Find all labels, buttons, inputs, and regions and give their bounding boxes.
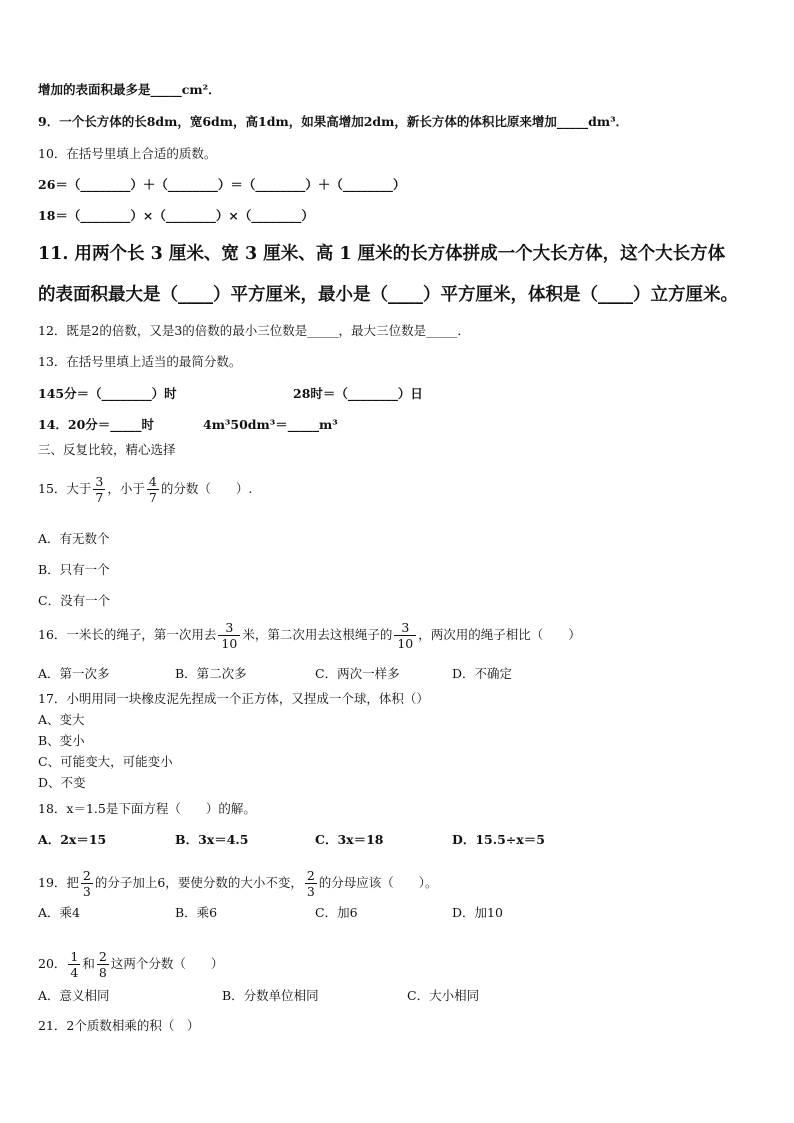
q16-option-c[interactable]: C．两次一样多: [315, 666, 400, 681]
q19-stem: [38, 868, 438, 899]
q18-option-c[interactable]: C．3x＝18: [315, 832, 384, 847]
q20-pre: 20．: [38, 956, 67, 971]
q20-f1-den: 4: [70, 965, 79, 980]
q15-option-c[interactable]: C．没有一个: [38, 593, 111, 608]
q13-stem: 13．在括号里填上适当的最简分数。: [38, 354, 242, 369]
q18-option-b[interactable]: B．3x＝4.5: [175, 832, 249, 847]
q19-fraction-1: [81, 868, 93, 899]
q21-stem: 21．2个质数相乘的积（ ）: [38, 1018, 200, 1033]
q10-stem: 10．在括号里填上合适的质数。: [38, 146, 217, 161]
q16-post: ，两次用的绳子相比（ ）: [418, 627, 581, 642]
section-three-heading: 三、反复比较，精心选择: [38, 442, 176, 457]
q19-f1-num: 2: [82, 868, 91, 883]
q20-option-a[interactable]: A．意义相同: [38, 988, 110, 1003]
q20-f1-num: 1: [70, 949, 79, 964]
q17-option-a[interactable]: A、变大: [38, 712, 85, 727]
q19-option-b[interactable]: B．乘6: [175, 905, 218, 920]
q19-f1-den: 3: [82, 884, 91, 899]
q17-stem: 17．小明用同一块橡皮泥先捏成一个正方体，又捏成一个球，体积（）: [38, 691, 429, 706]
q16-option-b[interactable]: B．第二次多: [175, 666, 247, 681]
q19-option-a[interactable]: A．乘4: [38, 905, 80, 920]
q20-f2-num: 2: [98, 949, 107, 964]
q10-line1: 26＝（________）＋（________）＝（________）＋（________）: [38, 177, 406, 192]
q16-pre: 16．一米长的绳子，第一次用去: [38, 627, 217, 642]
q15-option-a[interactable]: A．有无数个: [38, 531, 110, 546]
q15-f1-den: 7: [95, 490, 104, 505]
q20-option-c[interactable]: C．大小相同: [407, 988, 480, 1003]
q15-f2-num: 4: [148, 474, 157, 489]
q16-fraction-2: [394, 620, 416, 651]
q18-stem: 18．x＝1.5是下面方程（ ）的解。: [38, 801, 256, 816]
q13-part2: 28时＝（________）日: [293, 386, 423, 401]
q11-line2: 的表面积最大是（____）平方厘米，最小是（____）平方厘米，体积是（____）立方厘米。: [38, 285, 738, 305]
q18-option-d[interactable]: D．15.5÷x＝5: [452, 832, 545, 847]
q16-option-a[interactable]: A．第一次多: [38, 666, 110, 681]
q19-option-c[interactable]: C．加6: [315, 905, 358, 920]
q15-fraction-1: [93, 474, 105, 505]
q20-post: 这两个分数（ ）: [110, 956, 224, 971]
q16-f2-num: 3: [401, 620, 410, 635]
q15-f2-den: 7: [148, 490, 157, 505]
q15-f1-num: 3: [95, 474, 104, 489]
q13-part1: 145分＝（________）时: [38, 386, 177, 401]
q16-option-d[interactable]: D．不确定: [452, 666, 513, 681]
q15-mid: ，小于: [107, 481, 145, 496]
q20-option-b[interactable]: B．分数单位相同: [222, 988, 319, 1003]
q20-fraction-1: [68, 949, 80, 980]
q19-mid: 的分子加上6，要使分数的大小不变，: [94, 875, 303, 890]
q15-fraction-2: [147, 474, 159, 505]
q20-f2-den: 8: [98, 965, 107, 980]
q11-line1: 11. 用两个长 3 厘米、宽 3 厘米、高 1 厘米的长方体拼成一个大长方体，这个大长方体: [38, 244, 726, 264]
q16-f1-num: 3: [225, 620, 234, 635]
q16-stem: [38, 620, 581, 651]
q14-part2: 4m³50dm³＝_____m³: [203, 417, 338, 432]
q17-option-b[interactable]: B、变小: [38, 733, 85, 748]
q20-stem: [38, 949, 223, 980]
q8-continuation: 增加的表面积最多是_____cm²．: [38, 82, 221, 97]
q15-pre: 15．大于: [38, 481, 92, 496]
q16-fraction-1: [218, 620, 240, 651]
q15-stem: [38, 474, 252, 505]
q20-fraction-2: [97, 949, 109, 980]
q20-mid: 和: [82, 956, 95, 971]
q12: 12．既是2的倍数，又是3的倍数的最小三位数是_____，最大三位数是_____．: [38, 323, 470, 338]
q19-pre: 19．把: [38, 875, 79, 890]
q19-f2-num: 2: [306, 868, 315, 883]
q15-post: 的分数（ ）.: [160, 481, 253, 496]
q19-fraction-2: [305, 868, 317, 899]
q18-option-a[interactable]: A．2x＝15: [38, 832, 107, 847]
q17-option-d[interactable]: D、不变: [38, 775, 86, 790]
q14-part1: 14．20分＝_____时: [38, 417, 155, 432]
q16-f2-den: 10: [394, 635, 416, 651]
q9: 9．一个长方体的长8dm，宽6dm，高1dm，如果高增加2dm，新长方体的体积比原来增加_____dm³．: [38, 114, 629, 129]
q17-option-c[interactable]: C、可能变大，可能变小: [38, 754, 173, 769]
q19-post: 的分母应该（ ）。: [318, 875, 438, 890]
q16-mid: 米，第二次用去这根绳子的: [242, 627, 393, 642]
q16-f1-den: 10: [218, 635, 240, 651]
q15-option-b[interactable]: B．只有一个: [38, 562, 110, 577]
q19-f2-den: 3: [306, 884, 315, 899]
q10-line2: 18＝（________）×（________）×（________）: [38, 208, 314, 223]
q19-option-d[interactable]: D．加10: [452, 905, 503, 920]
